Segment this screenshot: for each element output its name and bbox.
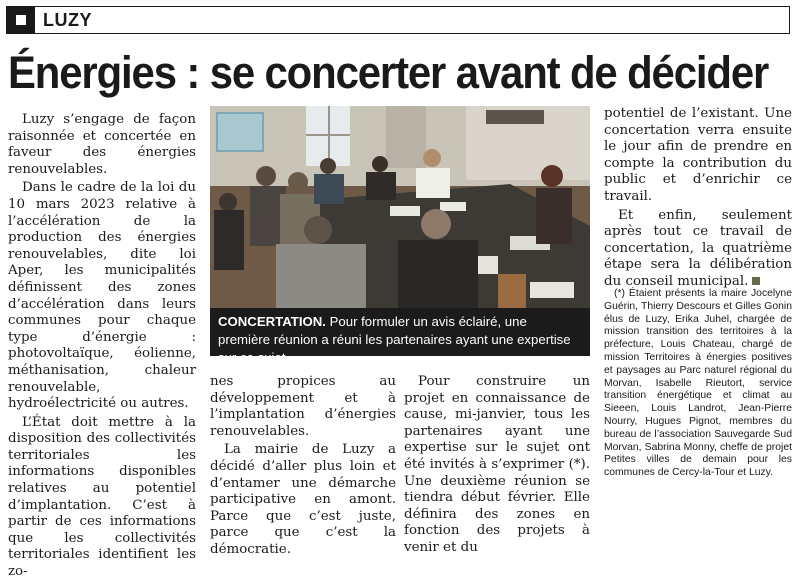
caption-text: Pour formuler un avis éclairé, une première réunion a réuni les partenaires ayant une expertise sur ce sujet.: [218, 314, 571, 365]
paragraph-etat: L’État doit mettre à la disposition des collectivités territoriales les informations disponibles relatives au potentiel d’implantation. C’est à partir de ces informations que les collectivités territoriales identifient les zo-: [8, 414, 196, 580]
rubric-square-icon: [7, 7, 35, 33]
meeting-photo: [210, 106, 590, 308]
article-column-4: [604, 106, 792, 292]
footnote-text: (*) Étaient présents la maire Jocelyne Guérin, Thierry Descours et Gilles Gonin élus de Luzy, Erika Juhel, chargée de mission transition des territoires à la préfecture, Louis Chateau, chargé de mission Territoires à énergies positives et paysages au Parc naturel régional du Morvan, Isabelle Rieutort, service transition énergétique et climat au Sieeen, Louis Landrot, Jean-Pierre Nourry, Hugues Pignot, membres du bureau de l’association Sauvegarde Sud Morvan, Sabrina Monny, cheffe de projet Petites villes de demain pour les communes de Cercy-la-Tour et Luzy.: [604, 288, 792, 479]
article-column-3: [404, 374, 590, 555]
paragraph-mairie: La mairie de Luzy a décidé d’aller plus loin et d’entamer une démarche participative en amont. Parce que c’est juste, parce que c’est la démocratie.: [210, 442, 396, 557]
paragraph-deliberation: [604, 208, 792, 291]
paragraph-loi-aper: Dans le cadre de la loi du 10 mars 2023 relative à l’accélération de la production des énergies renouvelables, dite loi Aper, les municipalités définissent des zones d’accélération dans leurs communes pour chaque type d’énergie : photovoltaïque, éolienne, méthanisation, chaleur renouvelable, hydroélectricité ou autres.: [8, 180, 196, 412]
paragraph-projet: Pour construire un projet en connaissance de cause, mi-janvier, tous les partenaires ayant une expertise sur le sujet ont été invités à s’exprimer (*). Une deuxième réunion se tiendra début février. Elle définira des zones en fonction des projets à venir et du: [404, 374, 590, 555]
caption-lead: CONCERTATION.: [218, 314, 326, 329]
paragraph-deliberation-text: Et enfin, seulement après tout ce travail de concertation, la quatrième étape sera la délibération du conseil municipal.: [604, 207, 792, 289]
footnote-participants: [604, 288, 792, 544]
photo-caption: [210, 308, 590, 365]
article-headline: Énergies : se concerter avant de décider: [8, 47, 769, 98]
paragraph-zones: nes propices au développement et à l’implantation d’énergies renouvelables.: [210, 374, 396, 439]
rubric-label: LUZY: [43, 9, 92, 30]
article-column-2: [210, 374, 396, 557]
paragraph-potentiel: potentiel de l’existant. Une concertation verra ensuite le jour afin de prendre en compte la contribution du public et d’enrichir ce travail.: [604, 106, 792, 204]
paragraph-intro: Luzy s’engage de façon raisonnée et concertée en faveur des énergies renouvelables.: [8, 112, 196, 177]
section-rubric: [6, 6, 790, 34]
article-column-1: [8, 112, 196, 580]
end-of-article-mark-icon: [752, 277, 760, 285]
